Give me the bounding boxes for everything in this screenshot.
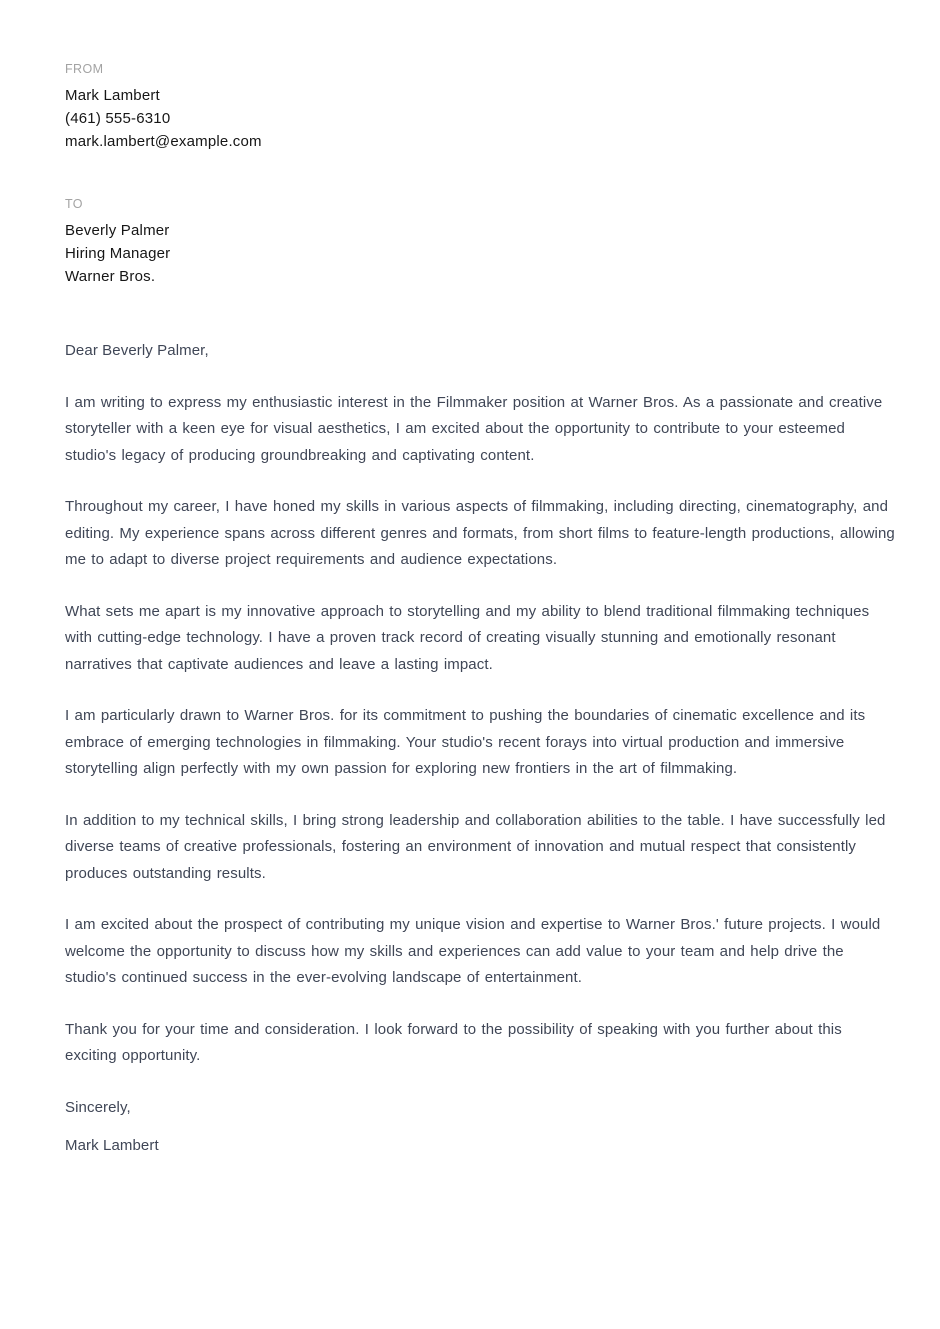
body-paragraph: I am excited about the prospect of contributing my unique vision and expertise to Warner Bros.' future projects. I would welcome the opportunity to discuss how my skills and experiences can add value to your team and help drive the studio's continued success in the ever-evolving landscape of entertainment. — [65, 916, 881, 986]
body-paragraph: Throughout my career, I have honed my skills in various aspects of filmmaking, including directing, cinematography, and editing. My experience spans across different genres and formats, from short films to feature-length productions, allowing me to adapt to diverse project requirements and audience expectations. — [65, 498, 895, 568]
from-label: FROM — [65, 62, 104, 76]
closing: Sincerely, — [65, 1098, 131, 1116]
salutation: Dear Beverly Palmer, — [65, 342, 209, 359]
sender-phone: (461) 555-6310 — [65, 110, 171, 127]
to-label: TO — [65, 197, 83, 211]
body-paragraph: I am writing to express my enthusiastic interest in the Filmmaker position at Warner Bros. As a passionate and creative storyteller with a keen eye for visual aesthetics, I am excited about the opportunity to contribute to your esteemed studio's legacy of producing groundbreaking and captivating content. — [65, 393, 883, 464]
letter-body — [65, 338, 897, 1160]
body-paragraph: What sets me apart is my innovative approach to storytelling and my ability to blend traditional filmmaking techniques with cutting-edge technology. I have a proven track record of creating visually stunning and emotionally resonant narratives that captivate audiences and leave a lasting impact. — [65, 602, 870, 673]
recipient-title: Hiring Manager — [65, 245, 171, 262]
sender-section — [65, 62, 897, 153]
recipient-name: Beverly Palmer — [65, 222, 170, 239]
cover-letter-content — [65, 62, 897, 1160]
sender-name: Mark Lambert — [65, 87, 160, 104]
body-paragraph: I am particularly drawn to Warner Bros. for its commitment to pushing the boundaries of cinematic excellence and its embrace of emerging technologies in filmmaking. Your studio's recent forays into virtual production and immersive storytelling align perfectly with my own passion for exploring new frontiers in the art of filmmaking. — [65, 707, 866, 777]
recipient-section — [65, 197, 897, 288]
body-paragraph: In addition to my technical skills, I bring strong leadership and collaboration abilities to the table. I have successfully led diverse teams of creative professionals, fostering an environment of innovation and mutual respect that consistently produces outstanding results. — [65, 811, 886, 882]
body-paragraph: Thank you for your time and consideration. I look forward to the possibility of speaking with you further about this exciting opportunity. — [65, 1020, 842, 1064]
signature: Mark Lambert — [65, 1137, 159, 1154]
recipient-company: Warner Bros. — [65, 268, 156, 285]
sender-email: mark.lambert@example.com — [65, 133, 262, 150]
